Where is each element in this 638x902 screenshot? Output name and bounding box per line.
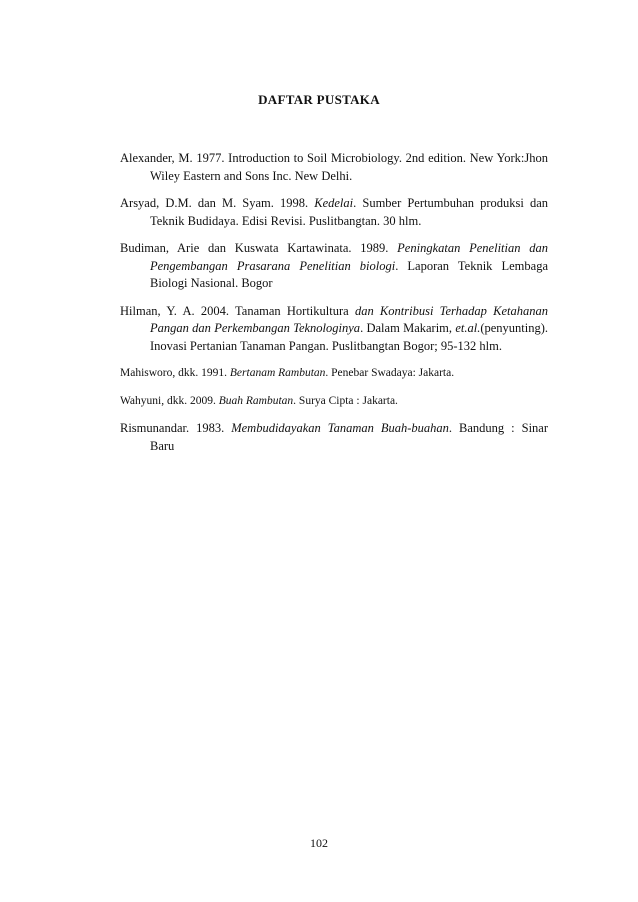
reference-item	[120, 420, 548, 455]
reference-item	[120, 150, 548, 185]
reference-item	[120, 303, 548, 356]
reference-details: . Penebar Swadaya: Jakarta.	[325, 367, 455, 379]
reference-title: Kedelai	[314, 196, 354, 210]
reference-details: . Surya Cipta : Jakarta.	[293, 394, 398, 407]
reference-authors-year: Rismunandar. 1983.	[120, 421, 225, 435]
reference-title: Buah Rambutan	[218, 394, 294, 407]
reference-details: . Dalam Makarim,	[360, 321, 453, 335]
reference-title: Membudidayakan Tanaman Buah-buahan	[231, 421, 449, 435]
reference-list	[120, 150, 548, 465]
reference-item	[120, 365, 548, 383]
reference-title: dan Kontribusi Terhadap Ketahanan Pangan dan Perkembangan Teknologinya	[150, 303, 548, 335]
reference-details: Introduction to Soil Microbiology. 2nd edition. New York:Jhon Wiley Eastern and Sons Inc. New Delhi.	[150, 151, 549, 183]
reference-authors-year: Budiman, Arie dan Kuswata Kartawinata. 1989.	[120, 241, 389, 255]
reference-authors-year: Hilman, Y. A. 2004. Tanaman Hortikultura	[120, 303, 349, 318]
reference-authors-year: Alexander, M. 1977.	[120, 151, 225, 165]
reference-details: . Sumber Pertumbuhan produksi dan Teknik Budidaya. Edisi Revisi. Puslitbangtan. 30 hlm.	[150, 196, 549, 228]
reference-title: Peningkatan Penelitian dan Pengembangan Prasarana Penelitian biologi	[150, 241, 548, 273]
reference-item	[120, 393, 548, 411]
reference-item	[120, 240, 548, 293]
reference-authors-year: Wahyuni, dkk. 2009.	[120, 394, 216, 407]
page-number: 102	[310, 836, 328, 850]
reference-authors-year: Mahisworo, dkk. 1991.	[120, 367, 228, 379]
page-title: DAFTAR PUSTAKA	[258, 92, 380, 107]
reference-item	[120, 195, 548, 230]
reference-details: . Bandung : Sinar Baru	[150, 421, 549, 453]
reference-details: . Laporan Teknik Lembaga Biologi Nasional. Bogor	[150, 258, 548, 290]
reference-authors-year: Arsyad, D.M. dan M. Syam. 1998.	[120, 196, 309, 210]
reference-editor: et.al.	[455, 321, 481, 335]
reference-title: Bertanam Rambutan	[229, 367, 326, 379]
reference-details: (penyunting). Inovasi Pertanian Tanaman Pangan. Puslitbangtan Bogor; 95-132 hlm.	[150, 321, 549, 353]
